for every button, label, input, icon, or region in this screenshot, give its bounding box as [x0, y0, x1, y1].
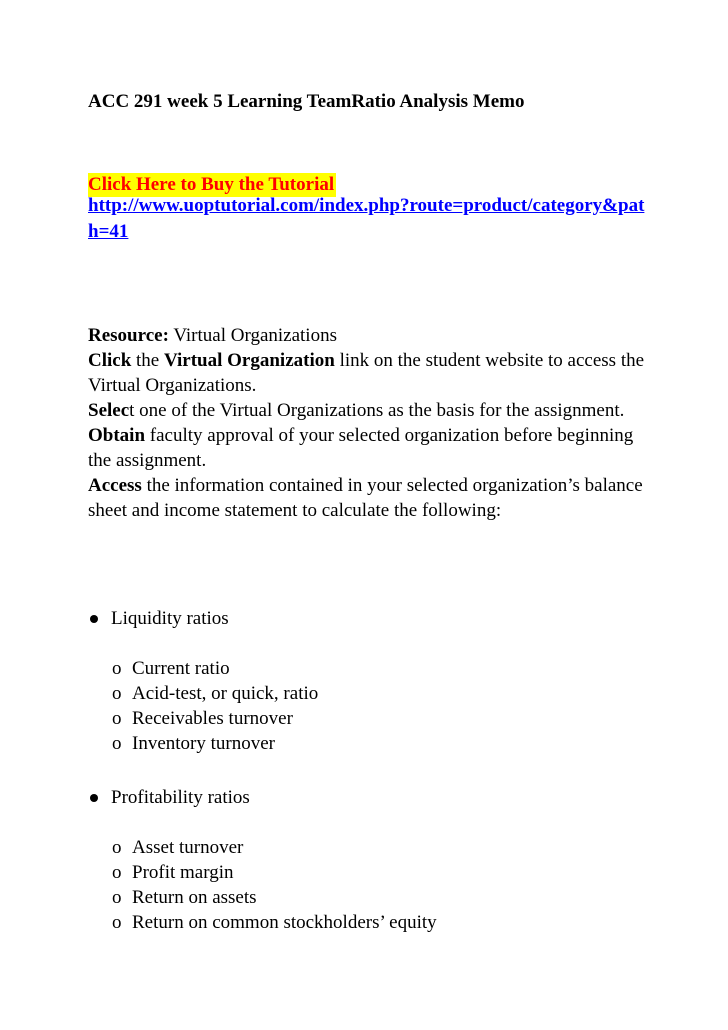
list-item-label: Asset turnover	[132, 837, 244, 858]
hollow-bullet-icon: o	[112, 887, 122, 908]
bullet-dot-icon	[90, 794, 98, 802]
list-item-label: Current ratio	[132, 658, 230, 679]
list-item	[88, 656, 318, 681]
profitability-sublist	[88, 835, 437, 935]
hollow-bullet-icon: o	[112, 708, 122, 729]
list-item	[88, 835, 437, 860]
list-item-label: Profit margin	[132, 862, 234, 883]
resource-text: Virtual Organizations	[168, 325, 337, 346]
instructions	[88, 323, 648, 523]
select-line	[88, 398, 648, 423]
access-label: Access	[88, 475, 142, 496]
select-text: t one of the Virtual Organizations as the basis for the assignment.	[129, 400, 625, 421]
click-line	[88, 348, 648, 398]
access-text: the information contained in your selected organization’s balance sheet and income statement to calculate the following:	[88, 475, 643, 521]
hollow-bullet-icon: o	[112, 837, 122, 858]
sublist-wrapper	[88, 656, 318, 756]
list-item-label: Return on common stockholders’ equity	[132, 912, 437, 933]
click-text-1: the	[131, 350, 164, 371]
list-item-label: Inventory turnover	[132, 733, 275, 754]
obtain-label: Obtain	[88, 425, 146, 446]
resource-line	[88, 323, 648, 348]
list-heading	[88, 606, 318, 631]
select-label: Selec	[88, 400, 130, 421]
list-item-label: Acid-test, or quick, ratio	[132, 683, 319, 704]
obtain-line	[88, 423, 648, 473]
list-item	[88, 885, 437, 910]
bullet-dot-icon	[90, 615, 98, 623]
hollow-bullet-icon: o	[112, 862, 122, 883]
list-heading-label: Liquidity ratios	[111, 608, 229, 629]
buy-tutorial-link[interactable]: Click Here to Buy the Tutorial	[88, 174, 335, 195]
list-heading	[88, 785, 437, 810]
list-item-label: Receivables turnover	[132, 708, 293, 729]
liquidity-ratios-list	[88, 606, 318, 756]
list-heading-label: Profitability ratios	[111, 787, 250, 808]
hollow-bullet-icon: o	[112, 658, 122, 679]
document-title: ACC 291 week 5 Learning TeamRatio Analysis Memo	[88, 91, 525, 112]
resource-label: Resource:	[88, 325, 169, 346]
click-label: Click	[88, 350, 132, 371]
list-item-label: Return on assets	[132, 887, 257, 908]
list-item	[88, 910, 437, 935]
list-item	[88, 731, 318, 756]
sublist-wrapper	[88, 835, 437, 935]
list-item	[88, 706, 318, 731]
list-item	[88, 681, 318, 706]
access-line	[88, 473, 648, 523]
virtual-organization-bold: Virtual Organization	[164, 350, 335, 371]
tutorial-url-link[interactable]: http://www.uoptutorial.com/index.php?route=product/category&path=41	[88, 195, 645, 242]
list-item	[88, 860, 437, 885]
hollow-bullet-icon: o	[112, 912, 122, 933]
hollow-bullet-icon: o	[112, 683, 122, 704]
hollow-bullet-icon: o	[112, 733, 122, 754]
profitability-ratios-list	[88, 785, 437, 935]
liquidity-sublist	[88, 656, 318, 756]
obtain-text: faculty approval of your selected organization before beginning the assignment.	[88, 425, 634, 471]
click-text-2: link on the student website to access the Virtual Organizations.	[88, 350, 645, 396]
